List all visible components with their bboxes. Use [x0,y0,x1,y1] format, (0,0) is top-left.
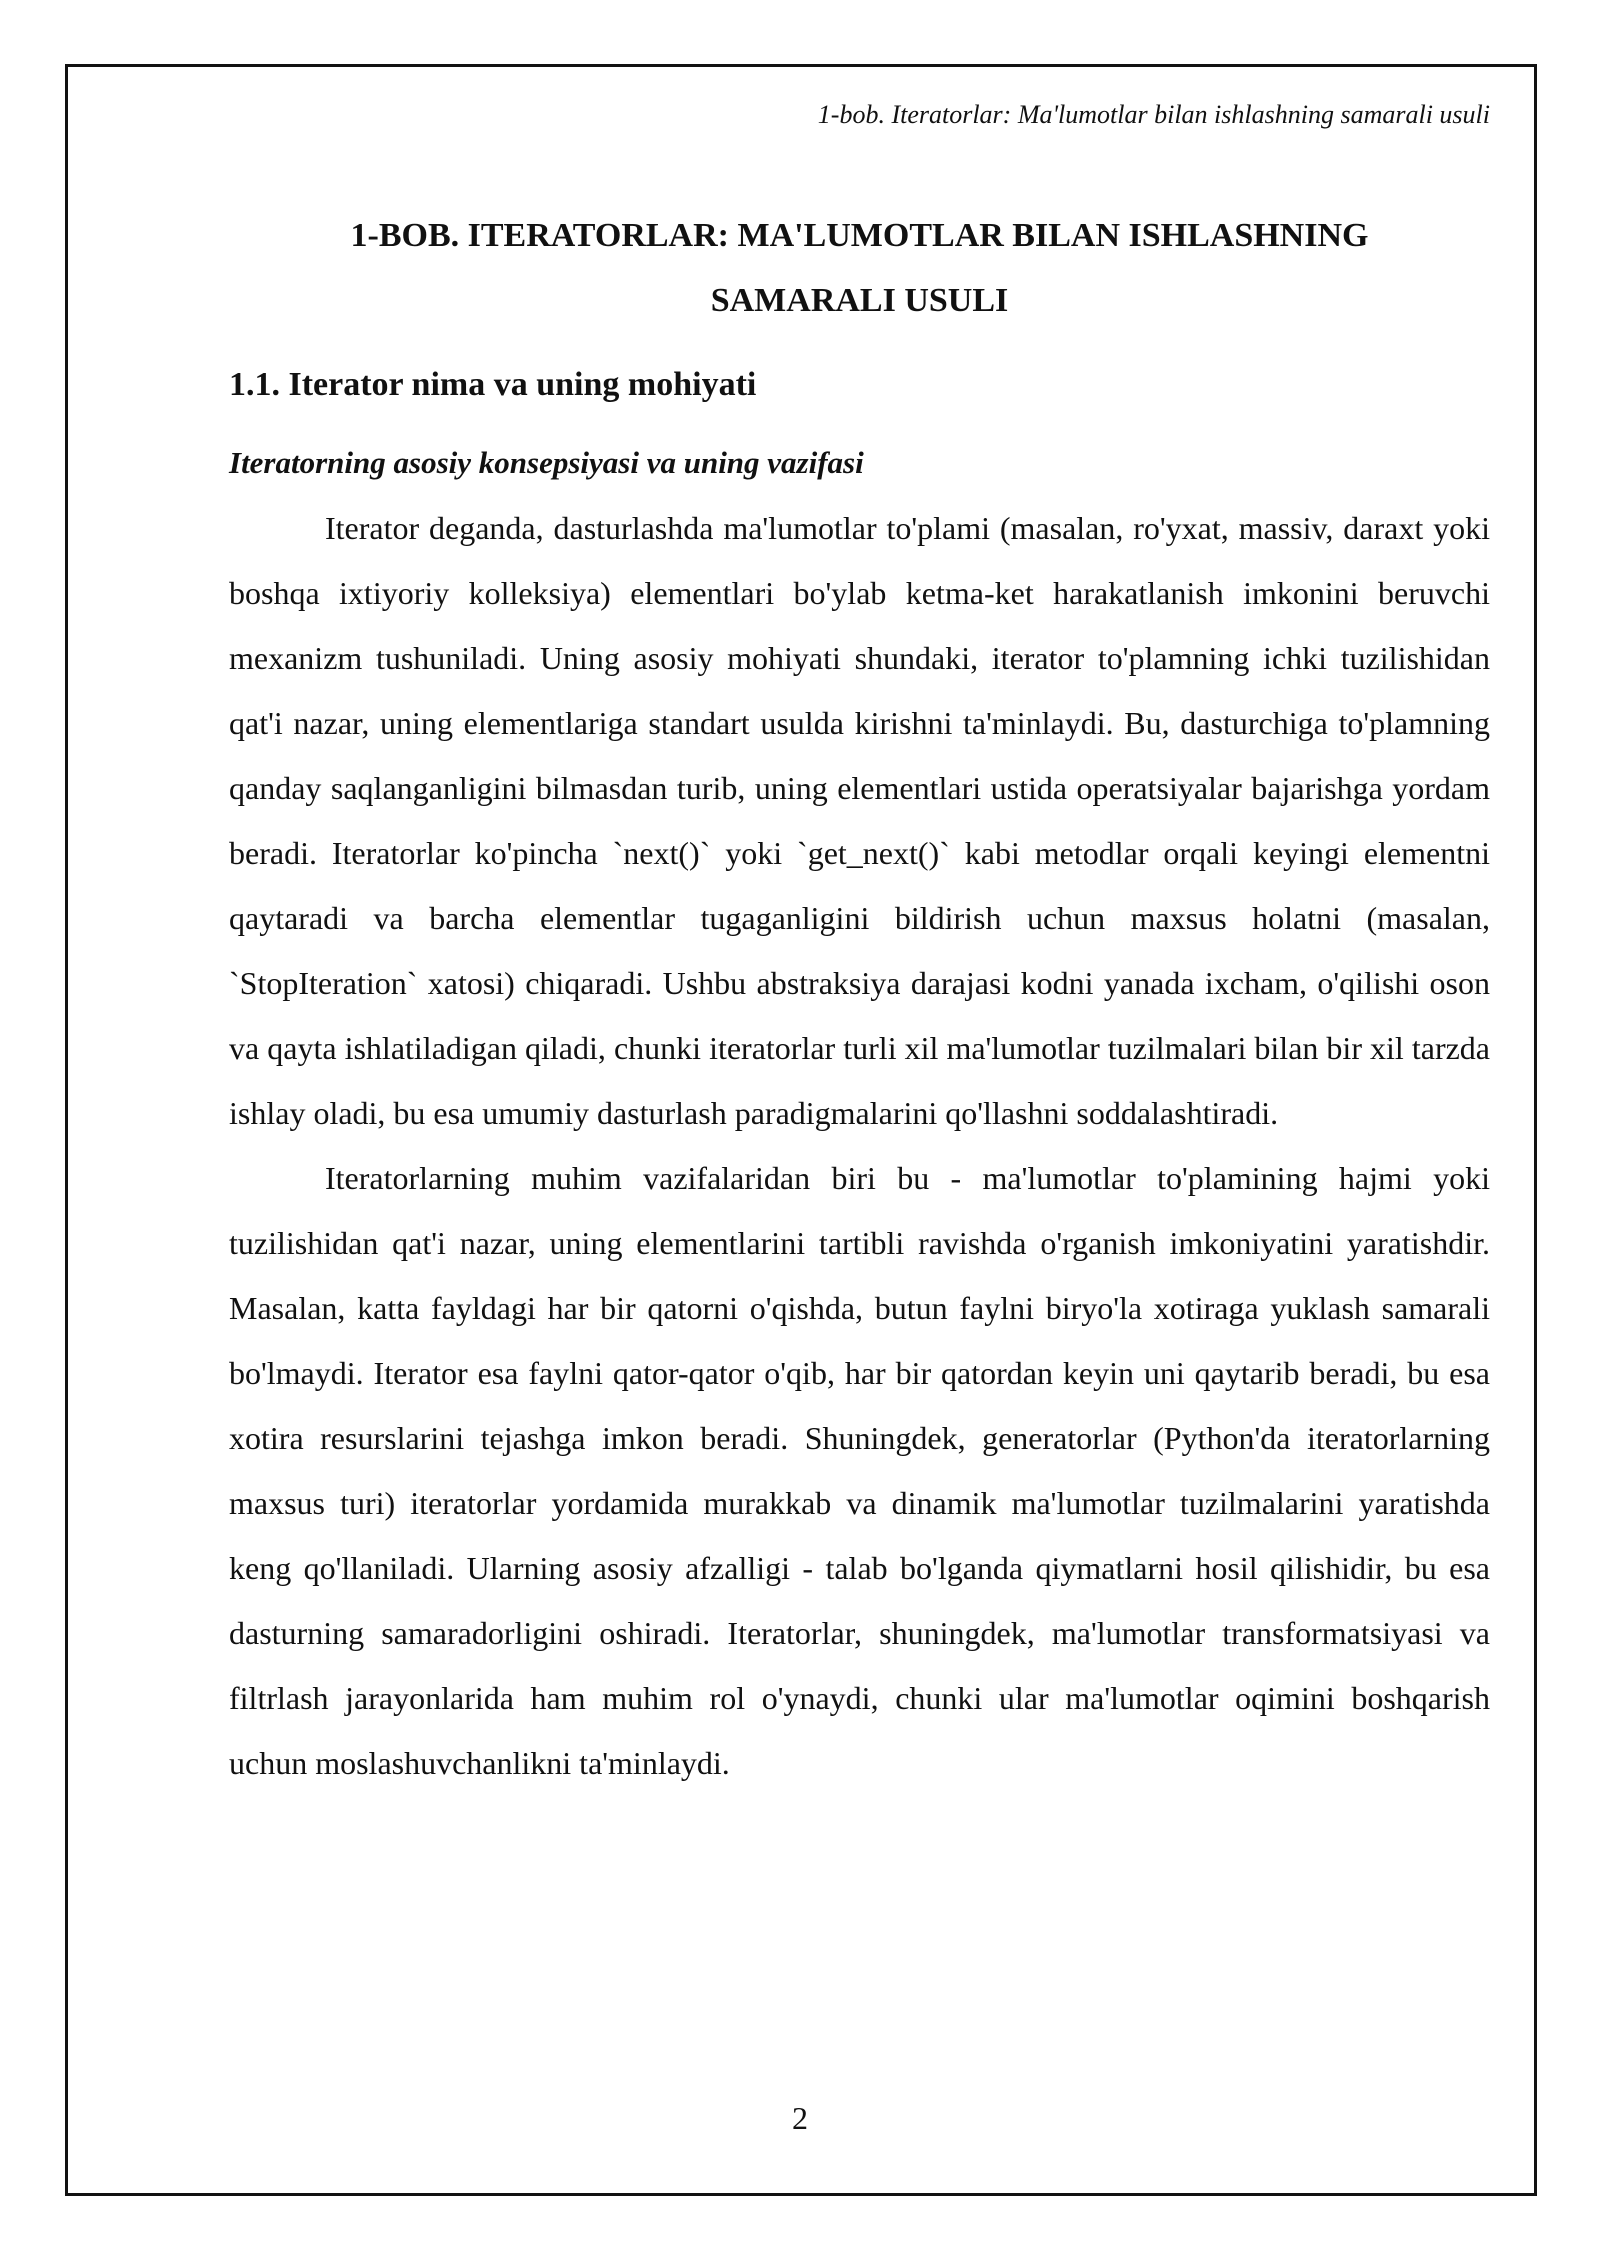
running-header: 1-bob. Iteratorlar: Ma'lumotlar bilan ishlashning samarali usuli [817,100,1490,129]
page-number: 2 [792,2100,808,2136]
body-paragraph-1: Iterator deganda, dasturlashda ma'lumotlar to'plami (masalan, ro'yxat, massiv, daraxt yoki boshqa ixtiyoriy kolleksiya) elementlari bo'ylab ketma-ket harakatlanish imkonini beruvchi mexanizm tushuniladi. Uning asosiy mohiyati shundaki, iterator to'plamning ichki tuzilishidan qat'i nazar, uning elementlariga standart usulda kirishni ta'minlaydi. Bu, dasturchiga to'plamning qanday saqlanganligini bilmasdan turib, uning elementlari ustida operatsiyalar bajarishga yordam beradi. Iteratorlar ko'pincha `next()` yoki `get_next()` kabi metodlar orqali keyingi elementni qaytaradi va barcha elementlar tugaganligini bildirish uchun maxsus holatni (masalan, `StopIteration` xatosi) chiqaradi. Ushbu abstraksiya darajasi kodni yanada ixcham, o'qilishi oson va qayta ishlatiladigan qiladi, chunki iteratorlar turli xil ma'lumotlar tuzilmalari bilan bir xil tarzda ishlay oladi, bu esa umumiy dasturlash paradigmalarini qo'llashni soddalashtiradi. [229,510,1490,1131]
section-title: 1.1. Iterator nima va uning mohiyati [229,366,757,403]
chapter-title: 1-BOB. ITERATORLAR: MA'LUMOTLAR BILAN ISHLASHNING SAMARALI USULI [350,217,1369,319]
subsection-title: Iteratorning asosiy konsepsiyasi va uning vazifasi [229,445,864,480]
body-paragraph-2: Iteratorlarning muhim vazifalaridan biri bu - ma'lumotlar to'plamining hajmi yoki tuzilishidan qat'i nazar, uning elementlarini tartibli ravishda o'rganish imkoniyatini yaratishdir. Masalan, katta fayldagi har bir qatorni o'qishda, butun faylni biryo'la xotiraga yuklash samarali bo'lmaydi. Iterator esa faylni qator-qator o'qib, har bir qatordan keyin uni qaytarib beradi, bu esa xotira resurslarini tejashga imkon beradi. Shuningdek, generatorlar (Python'da iteratorlarning maxsus turi) iteratorlar yordamida murakkab va dinamik ma'lumotlar tuzilmalarini yaratishda keng qo'llaniladi. Ularning asosiy afzalligi - talab bo'lganda qiymatlarni hosil qilishidir, bu esa dasturning samaradorligini oshiradi. Iteratorlar, shuningdek, ma'lumotlar transformatsiyasi va filtrlash jarayonlarida ham muhim rol o'ynaydi, chunki ular ma'lumotlar oqimini boshqarish uchun moslashuvchanlikni ta'minlaydi. [229,1160,1490,1781]
page-content [229,203,1490,1796]
